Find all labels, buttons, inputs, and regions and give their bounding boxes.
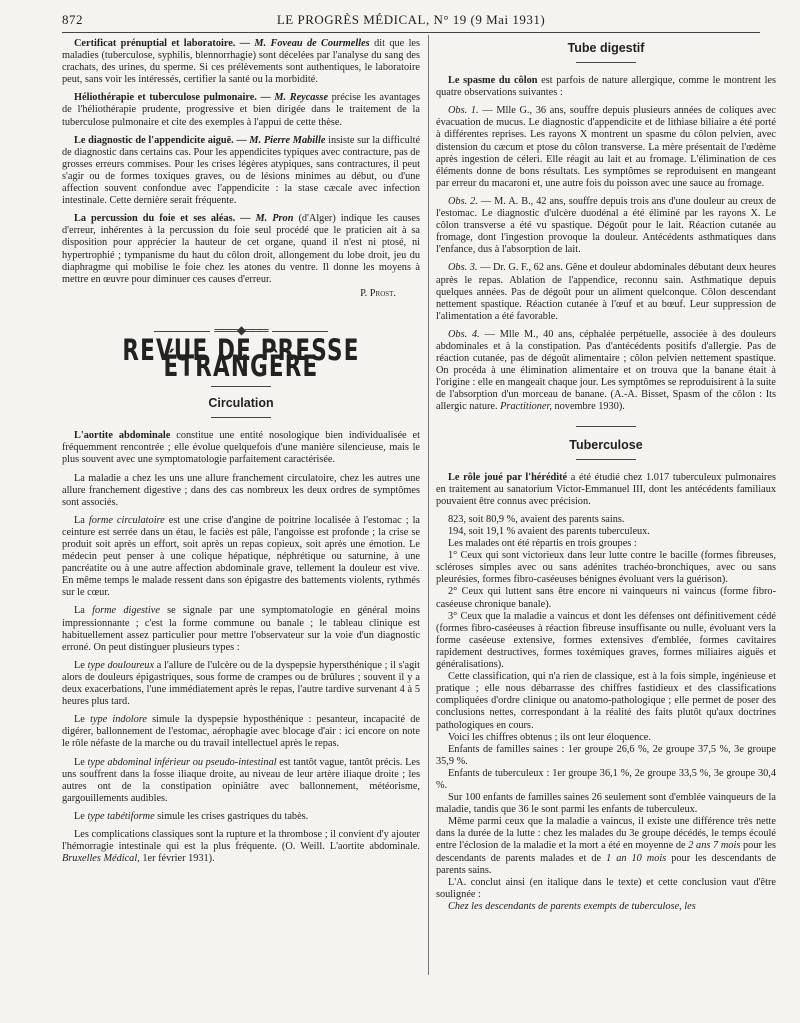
revue-title: REVUE DE PRESSE ÉTRANGÈRE [122,334,360,385]
paragraph-sur-100: Sur 100 enfants de familles saines 26 seulement sont d'emblée vainqueurs de la maladie, tandis que 36 le sont parmi les enfants de tuberculeux. [436,792,776,816]
body-text: pour les descendants de parents malades et de [436,840,777,864]
paragraph-conclusion: L'A. conclut ainsi (en italique dans le texte) et cette conclusion vaut d'être soulignée : [436,876,776,900]
italic-term: type indolore [90,714,147,726]
paragraph-spasme [436,75,776,99]
heading-rule [211,417,271,418]
body-text: Même parmi ceux que la maladie a vaincus, il existe une différence très nette dans la durée de la lutte : chez les malades du 3e groupe décédés, le temps écoulé entre l'éclosion de la maladie et la mort a été en moyenne de [436,816,776,852]
stat-enfants-tuberculeux: Enfants de tuberculeux : 1er groupe 36,1 %, 2e groupe 33,5 %, 3e groupe 30,4 %. [436,767,776,791]
paragraph-duree-lutte [436,816,776,876]
paragraph-aortite [62,430,420,466]
body-text: pour les descendants de parents sains. [436,852,777,876]
group-1: 1° Ceux qui sont victorieux dans leur lutte contre le bacille (formes fibreuses, scléroses simples avec ou sans adénites trachéo-bronchiques, avec ou sans pleurésies, formes fibro-caséeuses bénignes évoluant vers la guérison). [436,550,776,586]
paragraph-type-douloureux [62,660,420,708]
body-text: — Dr. G. F., 62 ans. Gêne et douleur abdominales débutant deux heures après le repas. Ablation de l'appendice, reconnu sain. Asthmatique depuis quelques années. Pas de dégoût pour un aliment quelconque. Côlon descendant nettement spastique. Réaction cutanée à l'œuf et au bœuf. Leur suppression de l'alimentation a été favorable. [436,262,776,322]
heading-tube-digestif: Tube digestif [567,41,645,55]
paragraph-type-indolore [62,714,420,750]
citation-source: Practitioner, [500,401,552,413]
body-text: simule les crises gastriques du tabès. [157,810,309,822]
citation-source: Bruxelles Médical, [62,853,140,865]
italic-term: type abdominal inférieur ou pseudo-intestinal [87,756,277,768]
author: — M. Pierre Mabille [236,134,326,146]
body-text: Les complications classiques sont la rupture et la thrombose ; il convient d'y ajouter l'hémorragie intestinale qui est la plus fréquente. (O. Weill. L'aortite abdominale. [62,828,420,853]
body-text: se signale par une symptomatologie en général moins impressionnante ; c'est la forme commune ou banale ; le tableau clinique est habituellement assez particulier pour mettre l'observateur sur la voie d'un diagnostic erroné. On peut distinguer plusieurs types : [62,605,421,653]
italic-term: 2 ans 7 mois [688,840,741,852]
heading-rule [576,62,636,63]
body-text: simule la dyspepsie hyposthénique : pesanteur, incapacité de digérer, ballonnement de l'estomac, aérophagie avec blocage d'air : ici encore on note le rôle néfaste de la marche ou du travail intellectuel après le repas. [62,714,420,750]
paragraph-type-tabetiforme [62,811,420,823]
body-text: Le [74,810,85,822]
body-text: est une crise d'angine de poitrine localisée à l'estomac ; la ceinture est serrée dans un étau, le faciès est pâle, l'angoisse est profonde ; la crise se produit soit après un effort, soit après un repas copieux, soit après une émotion. Le médecin peut penser à une colique hépatique, néphrétique ou saturnine, à une pancréatite ou à une autre affection abdominale grave, tellement la douleur est vive. En même temps le malade ressent dans son épigastre des battements violents, rythmés sur le cœur. [62,514,420,599]
body-text: novembre 1930). [554,401,625,413]
body-text: Le [74,756,85,768]
stat-familles-saines: Enfants de familles saines : 1er groupe 26,6 %, 2e groupe 37,5 %, 3e groupe 35,9 %. [436,743,776,767]
paragraph-forme-digestive [62,605,420,653]
paragraph-percussion [62,213,420,286]
paragraph-chiffres: Voici les chiffres obtenus ; ils ont leur éloquence. [448,731,651,743]
author: — M. Pron [240,213,294,225]
page-number: 872 [62,12,83,27]
right-column [436,38,776,913]
paragraph-heliotherapie [62,92,420,128]
journal-title: LE PROGRÈS MÉDICAL, N° 19 (9 Mai 1931) [276,12,546,27]
body-text: 1er février 1931). [142,853,215,865]
body-text: — Mlle G., 36 ans, souffre depuis plusieurs années de coliques avec évacuation de mucus. Le diagnostic d'appendicite et de lithiase biliaire a été porté à différentes reprises. Les rayons X montrent un spasme du côlon pelvien, avec distension du cæcum et ptose du côlon transverse. La mère présentait de l'œdème après ingestion de céleri. Elle réagit au lait et au fromage. L'élimination de ces éléments donne de bons résultats. Les symptômes se reproduisent en mangeant par erreur du macaroni et, une autre fois du poisson avec une sauce au fromage. [436,105,776,189]
obs-label: Obs. 2. [448,195,478,207]
heading-tuberculose: Tuberculose [569,437,643,452]
stat-parents-sains: 823, soit 80,9 %, avaient des parents sains. [448,513,625,525]
page-header [62,10,760,32]
body-text: est parfois de nature allergique, comme le montrent les quatre observations suivantes : [436,75,777,99]
obs-label: Obs. 1. [448,105,479,117]
paragraph-appendicite [62,135,420,208]
lead-title: L'aortite abdominale [74,430,171,442]
section-rule [576,426,636,427]
heading-circulation: Circulation [208,396,274,411]
signature: P. Prost. [360,287,396,299]
paragraph-type-abdominal [62,757,420,805]
paragraph-conclusion-italic [436,901,776,913]
body-text: La [74,514,85,526]
lead-title: Héliothérapie et tuberculose pulmonaire. [74,92,257,104]
lead-title: Le diagnostic de l'appendicite aiguë. [74,134,234,146]
header-rule [62,32,760,33]
italic-term: forme circulatoire [88,514,165,526]
section-ornament: ═══◆═══ [62,324,420,336]
italic-term: forme digestive [92,605,160,617]
paragraph-complications [62,829,420,865]
paragraph-allure: La maladie a chez les uns une allure franchement circulatoire, chez les autres une allure franchement digestive ; dans des cas nombreux les deux ordres de symptômes sont associés. [62,472,420,508]
author: — M. Reycasse [260,92,329,104]
italic-term: type tabétiforme [87,810,155,822]
obs-label: Obs. 3. [448,262,478,274]
body-text: constitue une entité nosologique bien individualisée et fréquemment rencontrée ; elle évolue quelquefois d'une manière silencieuse, mais le plus souvent avec une symptomatologie parfaitement caractérisée. [62,430,420,466]
author: — M. Foveau de Courmelles [239,38,370,49]
body-text: précise les avantages de l'héliothérapie prudente, progressive et bien dirigée dans le traitement de la tuberculose pulmonaire et cite des exemples à l'appui de cette thèse. [62,92,421,128]
body-text: (d'Alger) indique les causes d'erreur, inhérentes à la percussion du foie seul procédé que le praticien ait à sa disposition pour apprécier la hauteur de cet organe, quand il n'est ni ptosé, ni hypertrophié ; tympanisme du haut du côlon droit, allongement du lobe droit, jeu du diaphragme qui mobilise le foie chez les atones du ventre. Il donne les moyens à mettre en œuvre pour diminuer ces causes d'erreur. [62,213,420,285]
observation-2 [436,196,776,256]
italic-text: Chez les descendants de parents exempts de tuberculose, les [448,900,696,912]
paragraph-heredite [436,472,776,508]
paragraph-forme-circulatoire [62,515,420,600]
lead-title: Certificat prénuptial et laboratoire. [74,38,236,49]
observation-4 [436,329,776,414]
body-text: La [74,605,85,617]
italic-term: 1 an 10 mois [606,852,667,864]
body-text: Le [74,714,85,726]
lead-title: Le spasme du côlon [448,75,538,87]
title-rule [211,386,271,387]
paragraph-certificat [62,38,420,86]
lead-title: Le rôle joué par l'hérédité [448,471,568,483]
group-2: 2° Ceux qui luttent sans être encore ni vainqueurs ni vaincus (forme fibro-caséeuse chronique banale). [436,586,776,610]
group-3: 3° Ceux que la maladie a vaincus et dont les défenses ont définitivement cédé (formes fibro-caséeuses à réaction fibreuse insuffisante ou nulle, évoluant vers la forme caséeuse extensive, formes extensives d'emblée, formes cavitaires rapidement destructives, formes toxémiques graves, formes miliaires aiguës et généralisations). [436,610,776,671]
left-column [62,38,420,871]
body-text: dit que les maladies (tuberculose, syphilis, blennorrhagie) sont décelées par l'analyse du sang des crachats, des urines, du sperme. Si ces prélèvements sont authentiques, le laboratoire peut, sans voir les intéressés, certifier la santé ou la morbidité. [62,38,421,86]
paragraph-classification: Cette classification, qui n'a rien de classique, est à la fois simple, ingénieuse et pratique ; elle nous débarrasse des chiffres fastidieux et des classifications compliquées d'ordre clinique ou anatomo-pathologique ; elle permet de poser des conclusions nettes, correspondant à la réalité des faits plutôt qu'aux doctrines pathologiques en cours. [436,671,776,731]
body-text: est tantôt vague, tantôt précis. Les uns souffrent dans la fosse iliaque droite, au niveau de leur artère iliaque droite ; les autres ont de la constipation opiniâtre avec ballonnement, météorisme, gargouillements audibles. [62,756,420,804]
body-text: a l'allure de l'ulcère ou de la dyspepsie hypersthénique ; il s'agit alors de douleurs épigastriques, sous forme de crampes ou de brûlures ; souvent il y a deux exacerbations, l'une immédiatement après le repas, l'autre tardive survenant 4 à 5 heures plus tard. [62,659,420,708]
paragraph-groupes: Les malades ont été répartis en trois groupes : [448,538,637,550]
italic-term: type douloureux [87,659,155,671]
body-text: — M. A. B., 42 ans, souffre depuis trois ans d'une douleur au creux de l'estomac. Le diagnostic d'ulcère duodénal a été éliminé par les rayons X. Le côlon transverse a été vu spastique. Dégoût pour le lait. Réaction cutanée au fromage, dont l'ingestion provoque la douleur. Antécédents asthmatiques dans l'enfance, dus à l'absorption de lait. [436,195,776,256]
observation-1 [436,105,776,190]
obs-label: Obs. 4. [448,328,480,340]
body-text: insiste sur la difficulté de diagnostic dans certains cas. Pour les appendicites typiques avec contracture, pas de grosses erreurs commises. Pour les crises légères atypiques, sans contractures, il peut s'agir ou de formes toxiques graves, ou de lésions minimes au début, ou d'une affection souvent confondue avec l'appendicite : la stase cæcale avec infection intestinale. Cette dernière serait fréquente. [62,134,421,207]
body-text: a été étudié chez 1.017 tuberculeux pulmonaires en traitement au sanatorium Victor-Emmanuel III, dont les antécédents familiaux pouvaient être connus avec précision. [436,471,777,507]
lead-title: La percussion du foie et ses aléas. [74,213,236,225]
stat-parents-tuberculeux: 194, soit 19,1 % avaient des parents tuberculeux. [448,526,650,537]
body-text: Le [74,659,85,671]
body-text: — Mlle M., 40 ans, céphalée perpétuelle, associée à des douleurs abdominales et à la constipation. Pas d'antécédents positifs d'allergie. Pas de réaction cutanée, pas de dégoût alimentaire ; côlon pelvien nettement spastique. On procéda à une élimination alimentaire et on trouva que la banane était à l'origine : elle en mangeait chaque jour. Les symptômes se reproduisirent à la suite de l'absorption d'un morceau de banane. (A.-A. Bisset, Spasm of the côlon : Its allergic nature. [436,328,776,413]
heading-rule [576,459,636,460]
observation-3 [436,262,776,322]
column-divider [428,35,429,975]
